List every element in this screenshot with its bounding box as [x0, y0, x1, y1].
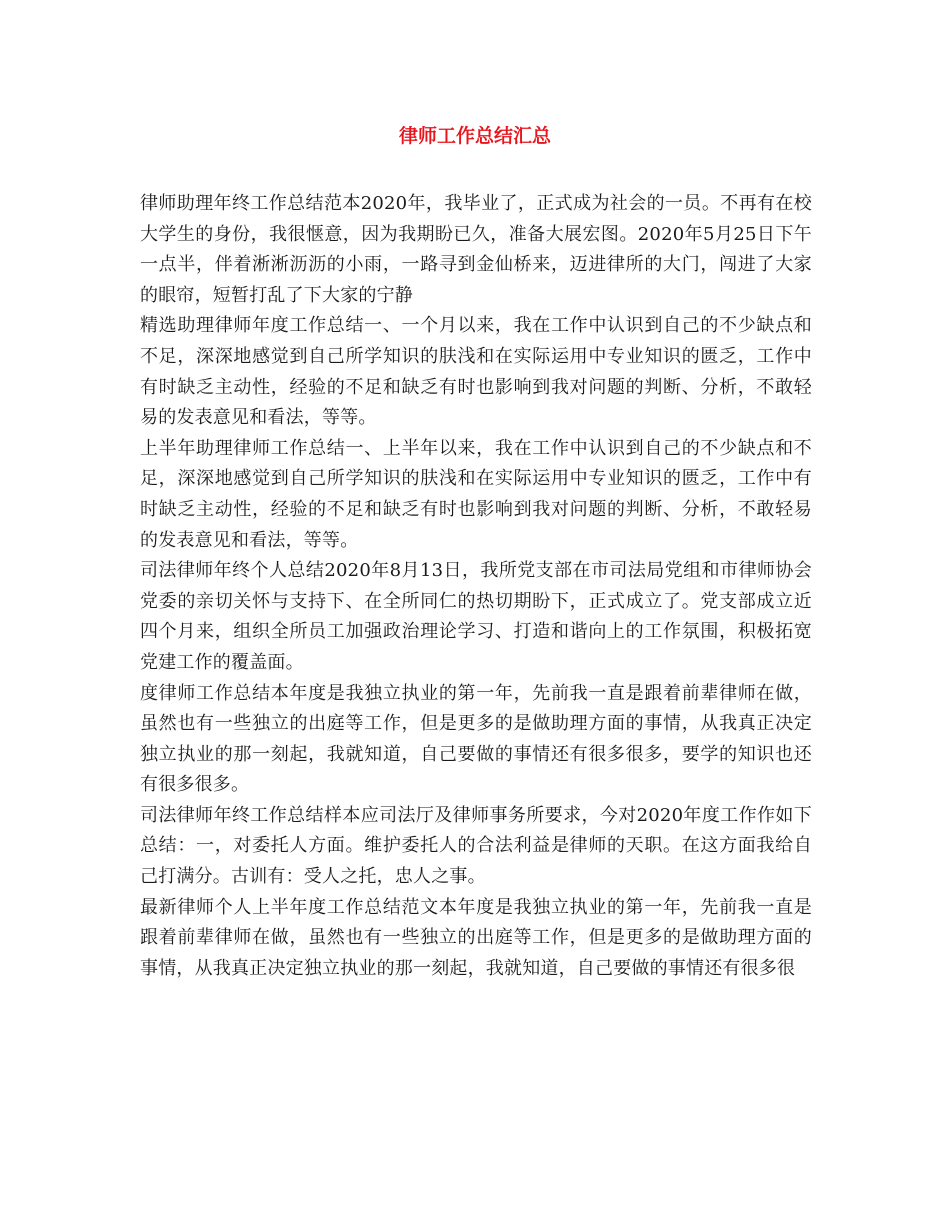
paragraph-6: 司法律师年终工作总结样本应司法厅及律师事务所要求，今对2020年度工作作如下总结：一，对委托人方面。维护委托人的合法利益是律师的天职。在这方面我给自己打满分。古训有：受人之托，忠人之事。 [140, 804, 812, 888]
paragraph-4: 司法律师年终个人总结2020年8月13日，我所党支部在市司法局党组和市律师协会党委的亲切关怀与支持下、在全所同仁的热切期盼下，正式成立了。党支部成立近四个月来，组织全所员工加强政治理论学习、打造和谐向上的工作氛围，积极拓宽党建工作的覆盖面。 [140, 560, 812, 673]
paragraph-1: 律师助理年终工作总结范本2020年，我毕业了，正式成为社会的一员。不再有在校大学生的身份，我很惬意，因为我期盼已久，准备大展宏图。2020年5月25日下午一点半，伴着淅淅沥沥的小雨，一路寻到金仙桥来，迈进律所的大门，闯进了大家的眼帘，短暂打乱了下大家的宁静 [140, 193, 812, 306]
document-body [140, 189, 812, 984]
paragraph-3: 上半年助理律师工作总结一、上半年以来，我在工作中认识到自己的不少缺点和不足，深深地感觉到自己所学知识的肤浅和在实际运用中专业知识的匮乏，工作中有时缺乏主动性，经验的不足和缺乏有时也影响到我对问题的判断、分析，不敢轻易的发表意见和看法，等等。 [140, 437, 812, 551]
paragraph-2: 精选助理律师年度工作总结一、一个月以来，我在工作中认识到自己的不少缺点和不足，深深地感觉到自己所学知识的肤浅和在实际运用中专业知识的匮乏，工作中有时缺乏主动性，经验的不足和缺乏有时也影响到我对问题的判断、分析，不敢轻易的发表意见和看法，等等。 [140, 315, 812, 429]
paragraph-7: 最新律师个人上半年度工作总结范文本年度是我独立执业的第一年，先前我一直是跟着前辈律师在做，虽然也有一些独立的出庭等工作，但是更多的是做助理方面的事情，从我真正决定独立执业的那一刻起，我就知道，自己要做的事情还有很多很 [140, 896, 812, 979]
document-title: 律师工作总结汇总 [398, 125, 551, 147]
paragraph-5: 度律师工作总结本年度是我独立执业的第一年，先前我一直是跟着前辈律师在做，虽然也有一些独立的出庭等工作，但是更多的是做助理方面的事情，从我真正决定独立执业的那一刻起，我就知道，自己要做的事情还有很多很多，要学的知识也还有很多很多。 [140, 682, 812, 796]
